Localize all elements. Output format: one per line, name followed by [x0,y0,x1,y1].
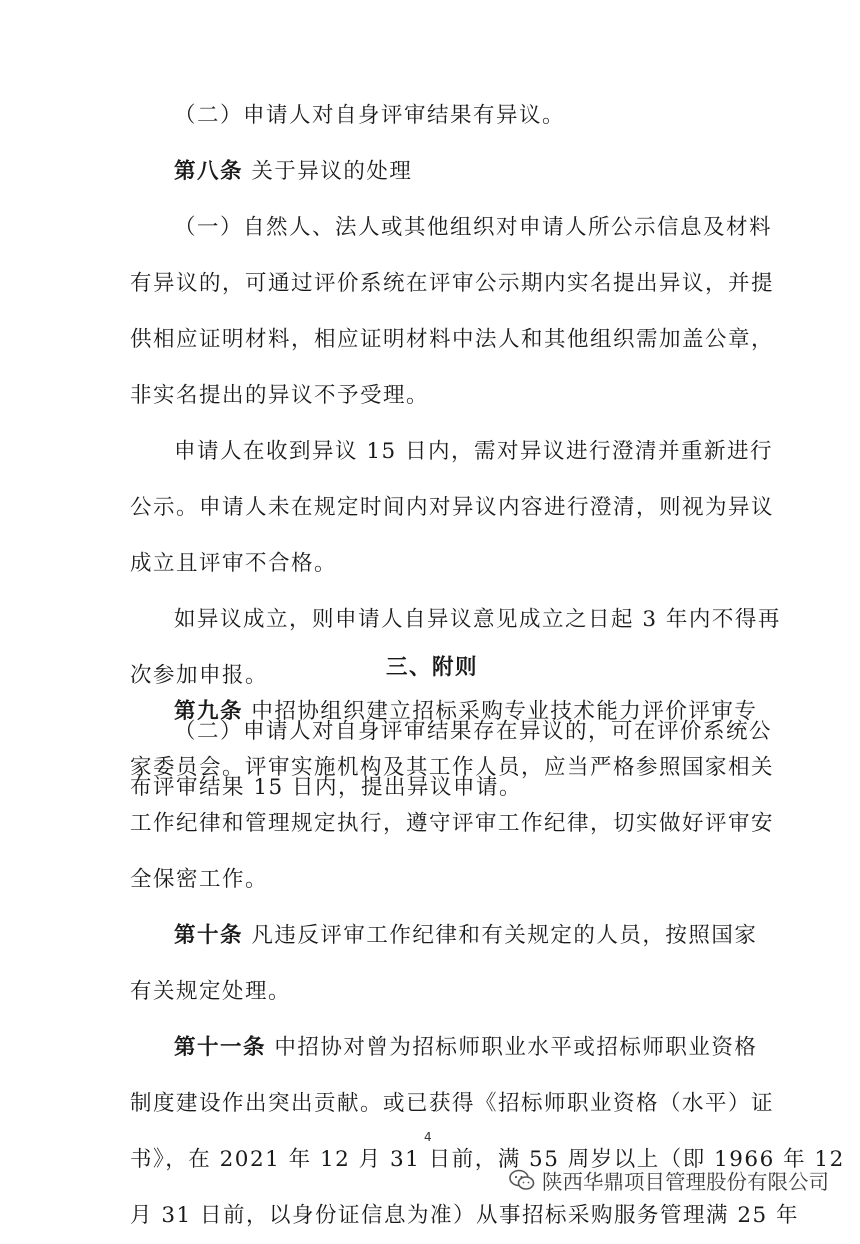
article-9-label: 第九条 [174,699,244,724]
paragraph-line: 月 31 日前，以身份证信息为准）从事招标采购服务管理满 25 年 [130,1203,800,1228]
article-11-label: 第十一条 [174,1035,267,1060]
paragraph-line: 布评审结果 15 日内，提出异议申请。 [130,775,523,800]
paragraph-line: 有关规定处理。 [130,979,292,1004]
paragraph-line: 书》，在 2021 年 12 月 31 日前，满 55 周岁以上（即 1966 年 12 [130,1147,845,1172]
document-body-continued [130,684,845,1244]
wechat-icon [508,1168,536,1192]
paragraph-line: 如异议成立，则申请人自异议意见成立之日起 3 年内不得再 [174,607,781,632]
article-8-label: 第八条 [174,159,244,184]
paragraph-line: 公示。申请人未在规定时间内对异议内容进行澄清，则视为异议 [130,495,775,520]
paragraph-line: 非实名提出的异议不予受理。 [130,383,430,408]
article-9-text: 中招协组织建立招标采购专业技术能力评价评审专 [243,699,758,724]
article-10-label: 第十条 [174,923,244,948]
paragraph-line: （一）自然人、法人或其他组织对申请人所公示信息及材料 [174,215,773,240]
watermark-text: 陕西华鼎项目管理股份有限公司 [542,1170,829,1194]
paragraph-line: 供相应证明材料，相应证明材料中法人和其他组织需加盖公章， [130,327,775,352]
page-number: 4 [424,1130,432,1144]
article-11-text: 中招协对曾为招标师职业水平或招标师职业资格 [266,1035,758,1060]
watermark [508,1164,829,1196]
paragraph-line: 成立且评审不合格。 [130,551,338,576]
paragraph-line: 次参加申报。 [130,663,269,688]
paragraph-line: 工作纪律和管理规定执行，遵守评审工作纪律，切实做好评审安 [130,811,775,836]
article-10-text: 凡违反评审工作纪律和有关规定的人员，按照国家 [243,923,758,948]
article-8-title: 关于异议的处理 [243,159,413,184]
section-heading: 三、附则 [386,655,479,680]
paragraph-line: （二）申请人对自身评审结果存在异议的，可在评价系统公 [174,719,773,744]
article-9-line [130,684,758,740]
paragraph-line: 申请人在收到异议 15 日内，需对异议进行澄清并重新进行 [174,439,774,464]
article-10-line [130,908,758,964]
article-11-line [130,1020,758,1076]
article-8-heading [130,144,740,200]
paragraph-line: 家委员会。评审实施机构及其工作人员，应当严格参照国家相关 [130,755,775,780]
paragraph-line: （二）申请人对自身评审结果有异议。 [174,103,566,128]
paragraph-line: 制度建设作出突出贡献。或已获得《招标师职业资格（水平）证 [130,1091,775,1116]
paragraph-line: 全保密工作。 [130,867,269,892]
paragraph-line: 有异议的，可通过评价系统在评审公示期内实名提出异议，并提 [130,271,775,296]
